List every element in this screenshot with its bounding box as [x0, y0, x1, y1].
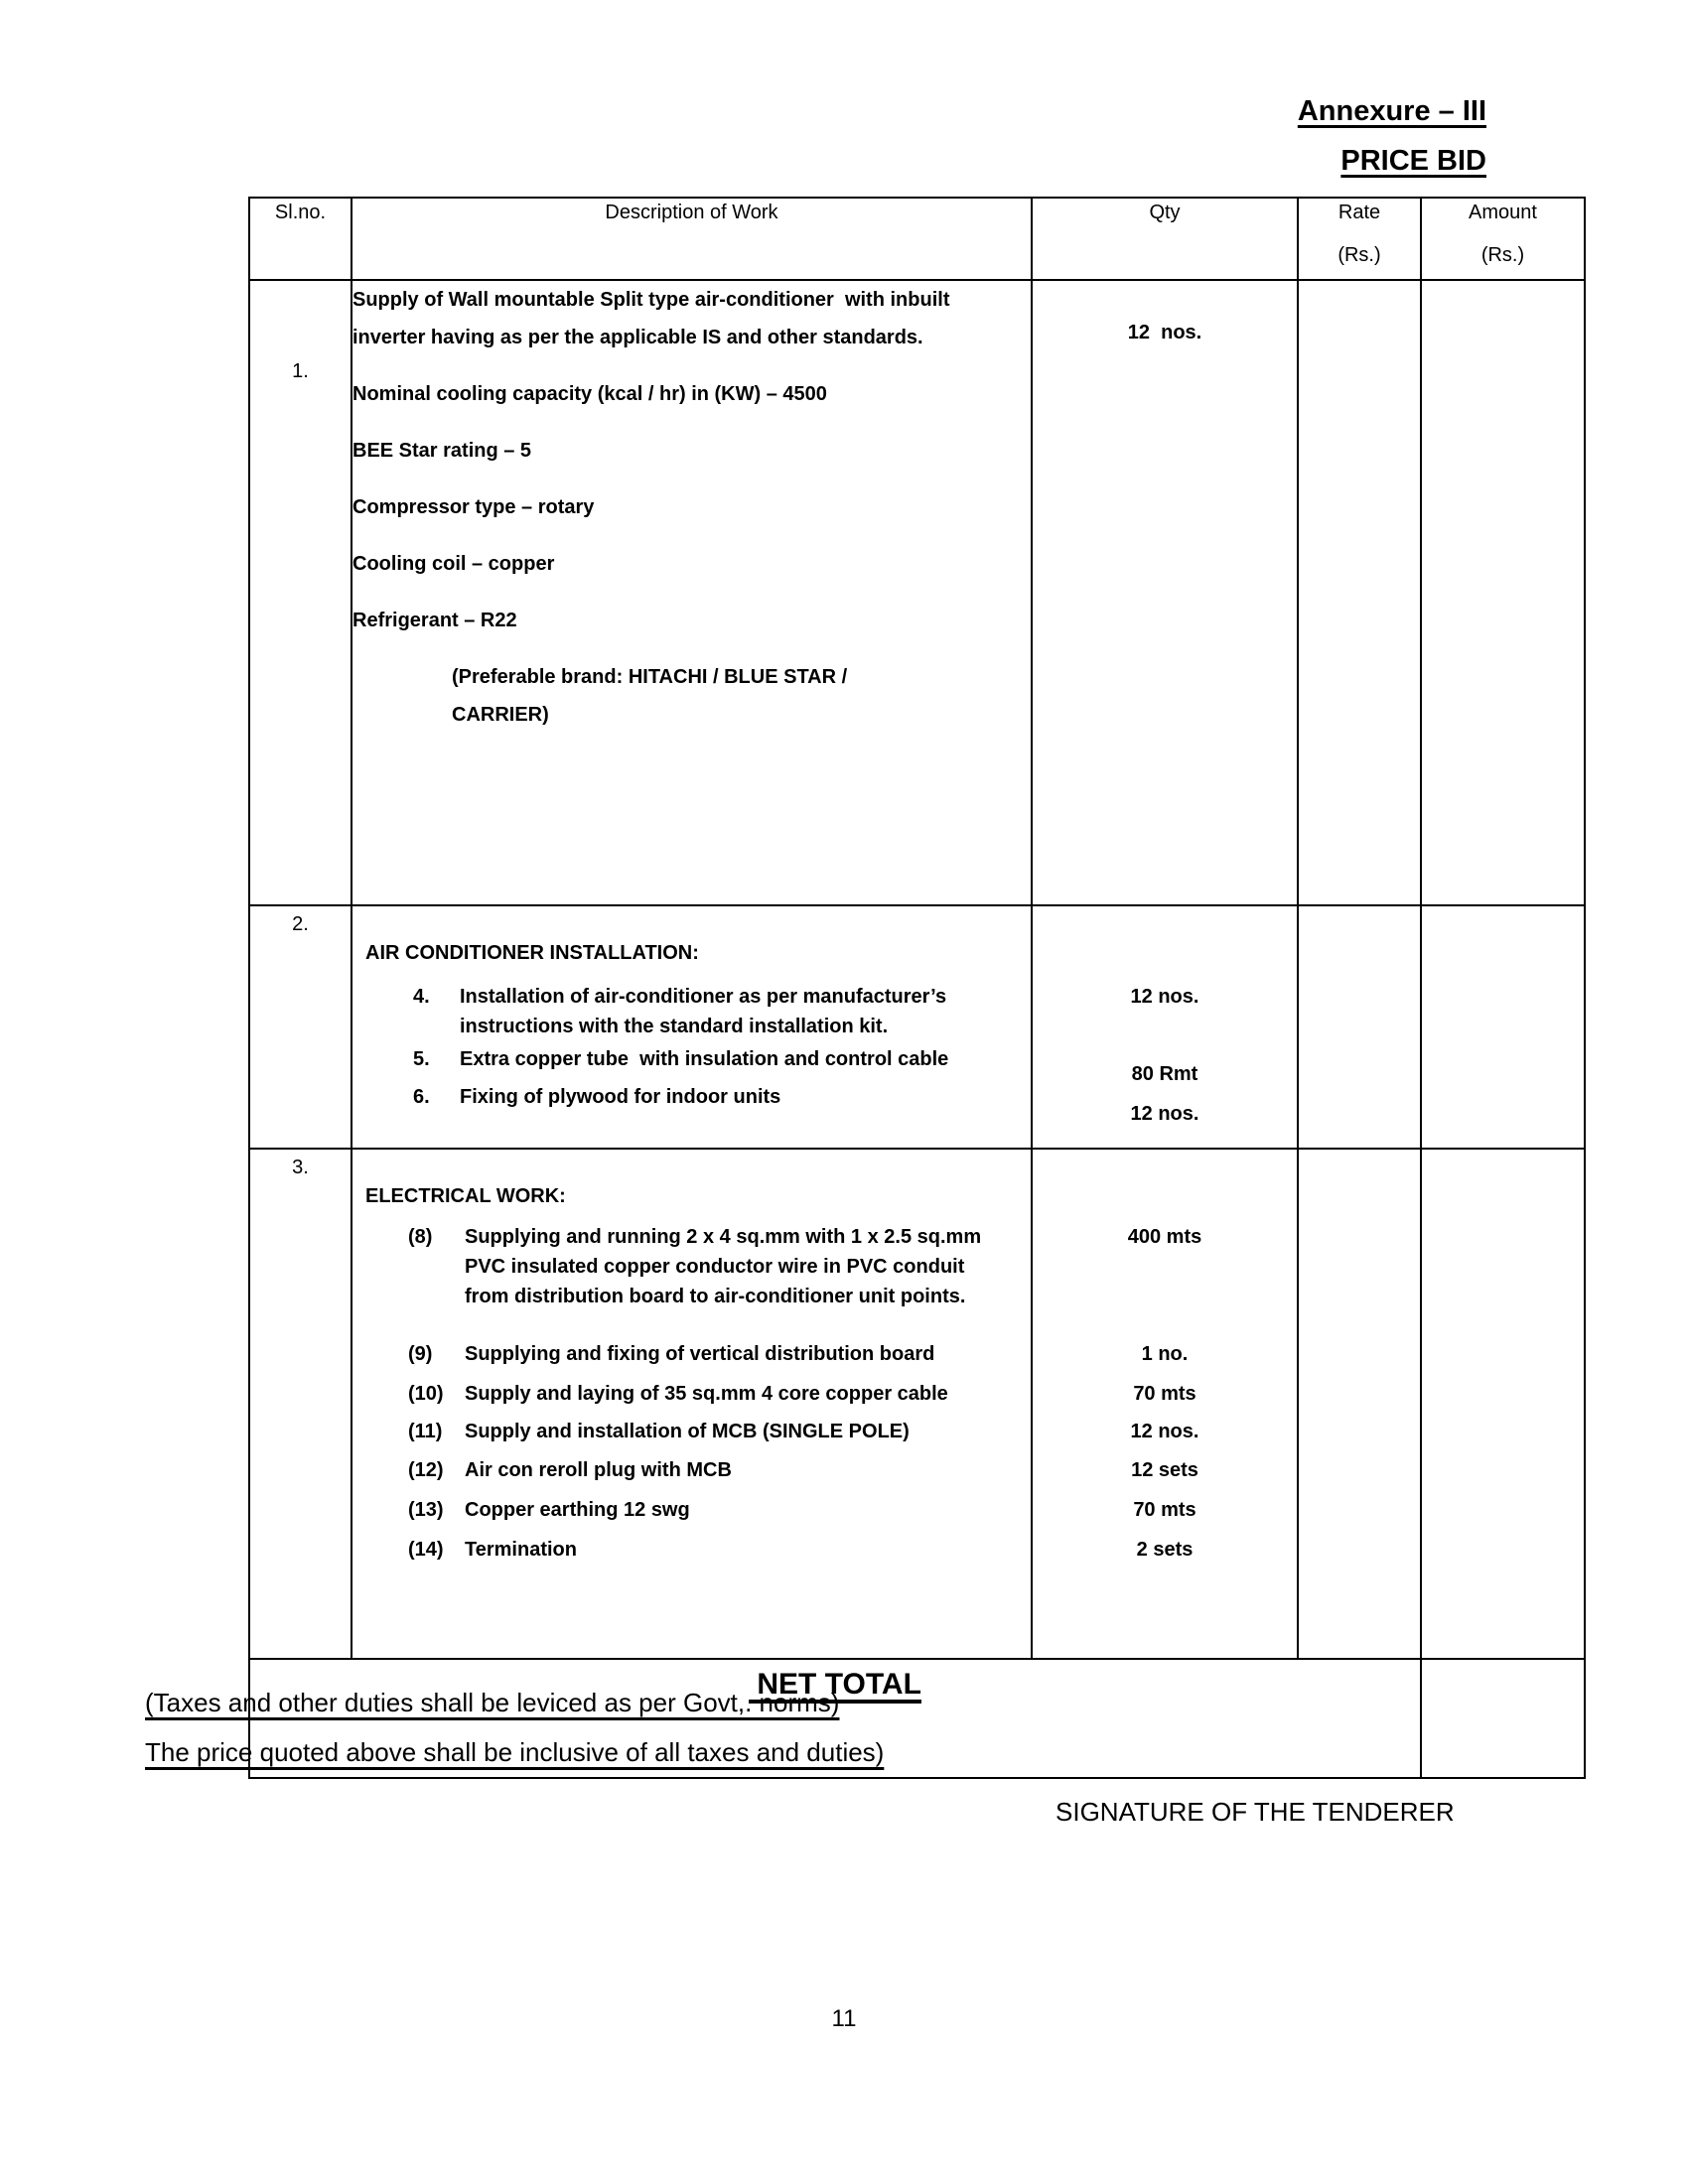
section-heading: AIR CONDITIONER INSTALLATION: [365, 942, 699, 964]
section-heading: ELECTRICAL WORK: [365, 1185, 566, 1207]
description-paragraph: BEE Star rating – 5 [352, 440, 532, 462]
qty-cell [1032, 905, 1298, 1149]
description-paragraph: Supply of Wall mountable Split type air-conditioner with inbuilt inverter having as per the applicable IS and other standards. [352, 289, 956, 348]
item-text: Supplying and running 2 x 4 sq.mm with 1 x 2.5 sq.mm PVC insulated copper conductor wire in PVC conduit from distribution board to air-conditioner unit points. [465, 1226, 987, 1307]
column-header-qty-label: Qty [1149, 202, 1181, 223]
page-number: 11 [831, 2005, 857, 2032]
header-row [249, 198, 1585, 280]
amount-cell-empty [1421, 280, 1585, 905]
qty-value: 1 no. [1141, 1343, 1189, 1365]
qty-value: 12 nos. [1130, 986, 1199, 1008]
item-number: (8) [408, 1226, 433, 1248]
item-number: (10) [408, 1383, 444, 1405]
column-header-slno-label: Sl.no. [274, 202, 327, 223]
column-header-description [352, 198, 1032, 280]
description-cell [352, 1149, 1032, 1659]
description-cell [352, 905, 1032, 1149]
qty-value: 70 mts [1133, 1499, 1196, 1521]
column-header-description-label: Description of Work [605, 202, 778, 223]
item-text: Supplying and fixing of vertical distribution board [465, 1343, 935, 1365]
item-number: (12) [408, 1459, 444, 1481]
amount-cell-empty [1421, 905, 1585, 1149]
footnote-line-1: (Taxes and other duties shall be leviced as per Govt,. norms) [145, 1688, 840, 1717]
signature-line: SIGNATURE OF THE TENDERER [1055, 1797, 1455, 1827]
column-header-qty [1032, 198, 1298, 280]
amount-cell-empty [1421, 1149, 1585, 1659]
list-item [408, 1535, 1006, 1565]
list-item [408, 1495, 1006, 1525]
table-row-1 [249, 280, 1585, 905]
qty-value: 12 nos. [1130, 1421, 1199, 1442]
column-header-amount-label: Amount [1469, 202, 1537, 223]
slno-value: 1. [292, 360, 309, 382]
description-paragraph: Compressor type – rotary [352, 496, 595, 518]
price-bid-table [248, 197, 1586, 1779]
rate-cell-empty [1298, 905, 1421, 1149]
list-item [408, 1222, 1006, 1311]
item-text: Installation of air-conditioner as per manufacturer’s instructions with the standard installation kit. [460, 986, 952, 1037]
column-header-rate-label: Rate [1337, 202, 1381, 223]
table-row-2 [249, 905, 1585, 1149]
description-cell [352, 280, 1032, 905]
item-text: Termination [465, 1539, 577, 1561]
item-number: (14) [408, 1539, 444, 1561]
price-bid-title: PRICE BID [1340, 145, 1486, 177]
qty-value: 2 sets [1136, 1539, 1194, 1561]
item-number: 6. [413, 1086, 430, 1108]
rate-cell-empty [1298, 280, 1421, 905]
slno-value: 2. [292, 913, 309, 935]
qty-value: 400 mts [1127, 1226, 1202, 1248]
list-item [413, 1082, 1026, 1112]
column-header-slno [249, 198, 352, 280]
column-header-amount [1421, 198, 1585, 280]
slno-value: 3. [292, 1157, 309, 1178]
list-item [413, 1044, 1026, 1074]
item-number: (9) [408, 1343, 433, 1365]
qty-cell [1032, 1149, 1298, 1659]
column-header-amount-unit: (Rs.) [1480, 244, 1525, 266]
net-total-amount-cell [1421, 1659, 1585, 1778]
description-paragraph: Nominal cooling capacity (kcal / hr) in (KW) – 4500 [352, 383, 827, 405]
qty-cell [1032, 280, 1298, 905]
qty-value: 12 nos. [1130, 1103, 1199, 1125]
list-item [408, 1339, 1006, 1369]
item-text: Copper earthing 12 swg [465, 1499, 690, 1521]
item-number: 5. [413, 1048, 430, 1070]
net-total-label: NET TOTAL [749, 1668, 921, 1701]
qty-value: 70 mts [1133, 1383, 1196, 1405]
rate-cell-empty [1298, 1149, 1421, 1659]
description-paragraph: Refrigerant – R22 [352, 610, 517, 631]
list-item [408, 1379, 1006, 1409]
column-header-rate-unit: (Rs.) [1337, 244, 1381, 266]
qty-value: 12 sets [1131, 1459, 1198, 1481]
list-item [408, 1455, 1006, 1485]
item-number: (11) [408, 1421, 443, 1442]
annexure-title: Annexure – III [1297, 95, 1486, 127]
description-paragraph: Cooling coil – copper [352, 553, 555, 575]
item-text: Fixing of plywood for indoor units [460, 1086, 781, 1108]
brand-note: (Preferable brand: HITACHI / BLUE STAR / CARRIER) [452, 666, 853, 726]
qty-value: 80 Rmt [1131, 1063, 1198, 1085]
footnote-line-2: The price quoted above shall be inclusive of all taxes and duties) [145, 1737, 885, 1767]
slno-cell [249, 280, 352, 905]
item-text: Extra copper tube with insulation and control cable [460, 1048, 949, 1070]
table-row-3 [249, 1149, 1585, 1659]
qty-value: 12 nos. [1127, 322, 1202, 343]
slno-cell [249, 905, 352, 1149]
item-text: Air con reroll plug with MCB [465, 1459, 732, 1481]
slno-cell [249, 1149, 352, 1659]
item-text: Supply and installation of MCB (SINGLE POLE) [465, 1421, 910, 1442]
item-number: 4. [413, 986, 430, 1008]
column-header-rate [1298, 198, 1421, 280]
item-number: (13) [408, 1499, 444, 1521]
list-item [408, 1417, 1006, 1446]
list-item [413, 982, 1026, 1041]
item-text: Supply and laying of 35 sq.mm 4 core copper cable [465, 1383, 948, 1405]
